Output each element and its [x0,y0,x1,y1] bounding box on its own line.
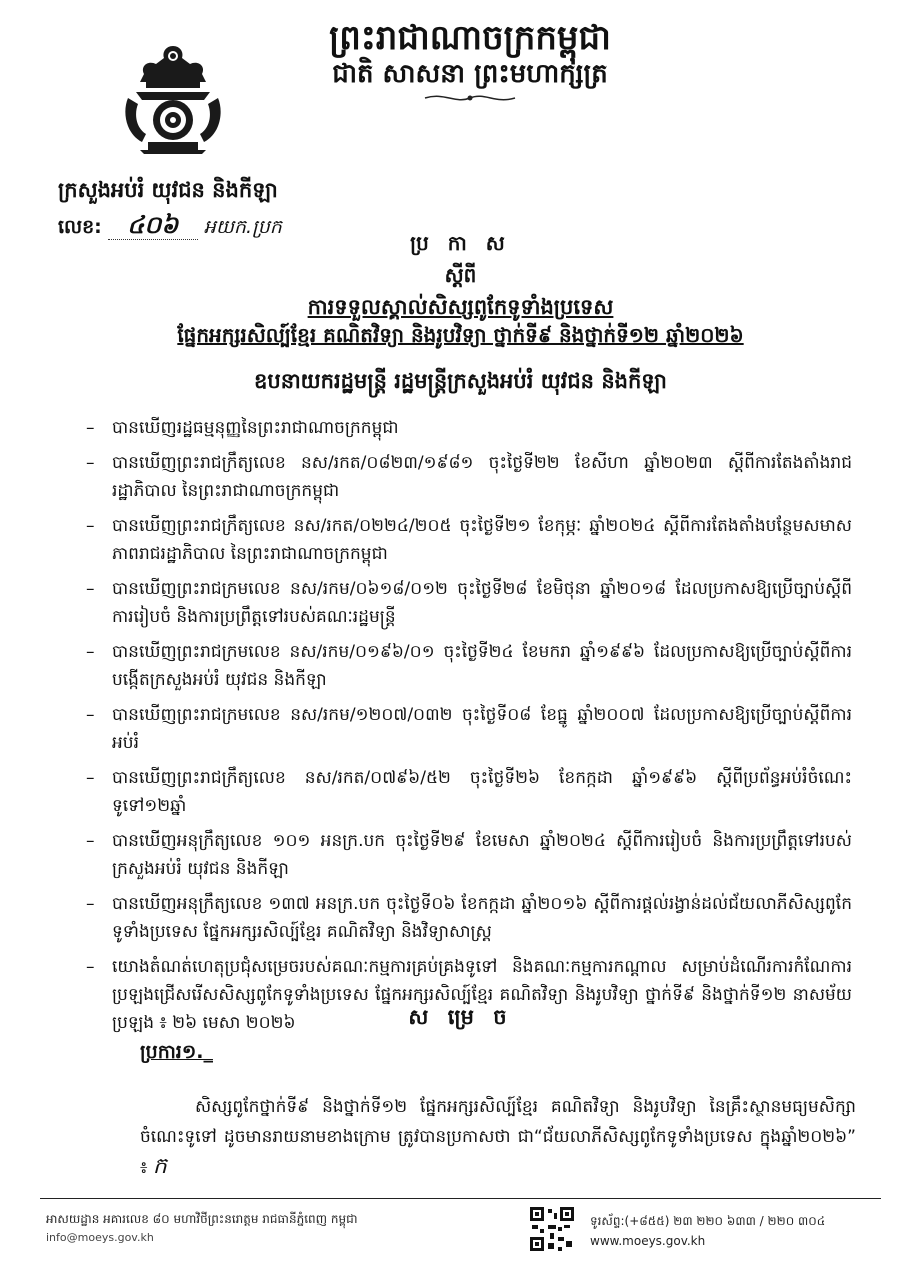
article-paragraph [140,1092,856,1183]
list-item: – បានឃើញព្រះរាជក្រឹត្យលេខ នស/រកត/០៨២៣/១៩៨១ ចុះថ្ងៃទី២២ ខែសីហា ឆ្នាំ២០២៣ ស្តីពីការតែងតាំងរាជរដ្ឋាភិបាល នៃព្រះរាជាណាចក្រកម្ពុជា [112,449,852,505]
list-item: – បានឃើញព្រះរាជក្រមលេខ នស/រកម/០៦១៨/០១២ ចុះថ្ងៃទី២៨ ខែមិថុនា ឆ្នាំ២០១៨ ដែលប្រកាសឱ្យប្រើច្បាប់ស្តីពីការរៀបចំ និងការប្រព្រឹត្តទៅរបស់គណៈរដ្ឋមន្ត្រី [112,575,852,631]
list-item: – បានឃើញរដ្ឋធម្មនុញ្ញនៃព្រះរាជាណាចក្រកម្ពុជា [112,414,852,442]
initial-mark: ក [152,1154,167,1179]
article-label: ប្រការ១._ [140,1041,213,1063]
ministry-emblem-icon [118,42,228,154]
reference-label: លេខ: [58,216,102,238]
subject-line-1: ការទទួលស្គាល់សិស្សពូកែទូទាំងប្រទេស [307,295,614,319]
kingdom-title: ព្រះរាជាណាចក្រកម្ពុជា [329,18,611,58]
footer-address: អាសយដ្ឋាន អគារលេខ ៨០ មហាវិថីព្រះនរោត្តម រាជធានីភ្នំពេញ កម្ពុជា [46,1212,358,1226]
ministry-name: ក្រសួងអប់រំ យុវជន និងកីឡា [58,178,278,202]
qr-code-icon [528,1205,576,1253]
list-item: – បានឃើញព្រះរាជក្រមលេខ នស/រកម/១២០៧/០៣២ ចុះថ្ងៃទី០៨ ខែធ្នូ ឆ្នាំ២០០៧ ដែលប្រកាសឱ្យប្រើច្បាប់ស្តីពីការអប់រំ [112,701,852,757]
preamble-list [112,414,852,1044]
footer-email: info@moeys.gov.kh [46,1231,154,1244]
reference-suffix: អយក.ប្រក [203,216,282,238]
decision-heading: ស ម្រេ ច [408,1005,513,1029]
footer-phone: ទូរស័ព្ទ:(+៨៥៥) ២៣ ២២០ ៦៣៣ / ២២០ ៣០៤ [590,1214,826,1228]
issuer-title: ឧបនាយករដ្ឋមន្ត្រី រដ្ឋមន្ត្រីក្រសួងអប់រំ យុវជន និងកីឡា [254,369,667,393]
list-item: – បានឃើញព្រះរាជក្រឹត្យលេខ នស/រកត/០៧៩៦/៥២ ចុះថ្ងៃទី២៦ ខែកក្កដា ឆ្នាំ១៩៩៦ ស្តីពីប្រព័ន្ធអប់រំចំណេះទូទៅ១២ឆ្នាំ [112,764,852,820]
list-item: – បានឃើញអនុក្រឹត្យលេខ ១៣៧ អនក្រ.បក ចុះថ្ងៃទី០៦ ខែកក្កដា ឆ្នាំ២០១៦ ស្តីពីការផ្តល់រង្វាន់ដល់ជ័យលាភីសិស្សពូកែទូទាំងប្រទេស ផ្នែកអក្សរសិល្ប៍ខ្មែរ គណិតវិទ្យា និងវិទ្យាសាស្ត្រ [112,890,852,946]
list-item: – បានឃើញអនុក្រឹត្យលេខ ១០១ អនក្រ.បក ចុះថ្ងៃទី២៩ ខែមេសា ឆ្នាំ២០២៤ ស្តីពីការរៀបចំ និងការប្រព្រឹត្តទៅរបស់ក្រសួងអប់រំ យុវជន និងកីឡា [112,827,852,883]
article-text: សិស្សពូកែថ្នាក់ទី៩ និងថ្នាក់ទី១២ ផ្នែកអក្សរសិល្ប៍ខ្មែរ គណិតវិទ្យា និងរូបវិទ្យា នៃគ្រឹះស្ថានមធ្យមសិក្សាចំណេះទូទៅ ដូចមានរាយនាមខាងក្រោម ត្រូវបានប្រកាសថា ជា“ជ័យលាភីសិស្សពូកែទូទាំងប្រទេស ក្នុងឆ្នាំ២០២៦” ៖ [140,1097,856,1178]
national-motto: ជាតិ សាសនា ព្រះមហាក្សត្រ [332,59,608,89]
concerning-label: ស្តីពី [444,263,477,287]
list-item: – យោងតំណត់ហេតុប្រជុំសម្រេចរបស់គណៈកម្មការគ្រប់គ្រងទូទៅ និងគណៈកម្មការកណ្តាល សម្រាប់ដំណើរការកំណែការប្រឡងជ្រើសរើសសិស្សពូកែទូទាំងប្រទេស ផ្នែកអក្សរសិល្ប៍ខ្មែរ គណិតវិទ្យា និងរូបវិទ្យា ថ្នាក់ទី៩ និងថ្នាក់ទី១២ នាសម័យប្រឡង ៖ ២៦ មេសា ២០២៦ [112,953,852,1037]
subject-line-2: ផ្នែកអក្សរសិល្ប៍ខ្មែរ គណិតវិទ្យា និងរូបវិទ្យា ថ្នាក់ទី៩ និងថ្នាក់ទី១២ ឆ្នាំ២០២៦ [177,323,744,347]
footer-website: www.moeys.gov.kh [590,1234,706,1248]
list-item: – បានឃើញព្រះរាជក្រមលេខ នស/រកម/០១៩៦/០១ ចុះថ្ងៃទី២៤ ខែមករា ឆ្នាំ១៩៩៦ ដែលប្រកាសឱ្យប្រើច្បាប់ស្តីពីការបង្កើតក្រសួងអប់រំ យុវជន និងកីឡា [112,638,852,694]
ornament-divider [420,90,520,106]
document-type: ប្រ កា ស [410,231,511,255]
reference-value: ៤០៦ [108,211,198,240]
list-item: – បានឃើញព្រះរាជក្រឹត្យលេខ នស/រកត/០២២៤/២០៥ ចុះថ្ងៃទី២១ ខែកុម្ភៈ ឆ្នាំ២០២៤ ស្តីពីការតែងតាំងបន្ថែមសមាសភាពរាជរដ្ឋាភិបាល នៃព្រះរាជាណាចក្រកម្ពុជា [112,512,852,568]
footer-divider [40,1198,881,1199]
